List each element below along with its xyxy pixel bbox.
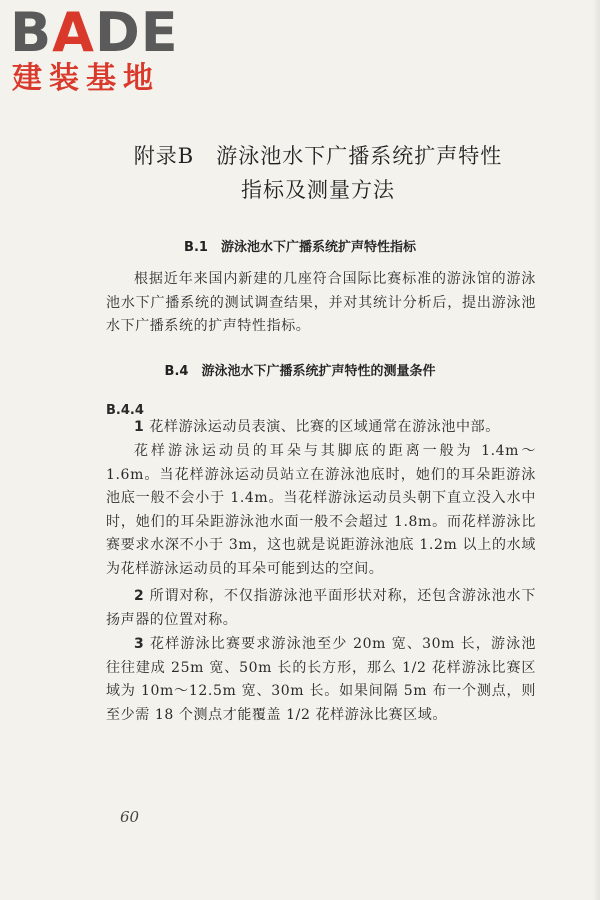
page-edge-shadow: [592, 0, 600, 900]
item-text: 花样游泳运动员表演、比赛的区域通常在游泳池中部。: [149, 419, 500, 435]
logo-brand-sub: 建装基地: [12, 61, 160, 96]
item-text: 花样游泳运动员的耳朵与其脚底的距离一般为 1.4m～1.6m。当花样游泳运动员站立在游泳池底时，她们的耳朵距游泳池底一般不会小于 1.4m。当花样游泳运动员头朝下直立没入水中时，她们的耳朵距游泳池水面一般不会超过 1.8m。而花样游泳比赛要求水深不小于 3m，这也就是说距游泳池底 1.2m 以上的水域为花样游泳运动员的耳朵可能到达的空间。: [106, 443, 536, 577]
section-heading-b1: B.1 游泳池水下广播系统扩声特性指标: [184, 240, 416, 255]
item-text: 所谓对称，不仅指游泳池平面形状对称，还包含游泳池水下扬声器的位置对称。: [106, 588, 536, 628]
section-heading-b4: B.4 游泳池水下广播系统扩声特性的测量条件: [164, 364, 436, 379]
section-b1-body: 根据近年来国内新建的几座符合国际比赛标准的游泳馆的游泳池水下广播系统的测试调查结果，并对其统计分析后，提出游泳池水下广播系统的扩声特性指标。: [106, 271, 536, 334]
brand-text: BADE: [10, 1, 179, 64]
appendix-title-line2: 指标及测量方法: [241, 178, 395, 202]
clause-label: B.4.4: [106, 403, 144, 418]
clause-item-3: [106, 633, 536, 727]
appendix-title-line1: 附录B 游泳池水下广播系统扩声特性: [133, 144, 503, 168]
item-number: 3: [134, 636, 145, 652]
item-number: 2: [134, 588, 145, 604]
clause-item-1: [106, 417, 536, 439]
item-number: 1: [134, 419, 145, 435]
logo: [10, 1, 179, 96]
page-number: 60: [120, 808, 140, 826]
item-text: 花样游泳比赛要求游泳池至少 20m 宽、30m 长，游泳池往往建成 25m 宽、50m 长的长方形，那么 1/2 花样游泳比赛区域为 10m～12.5m 宽、30m 长。如果间隔 5m 布一个测点，则至少需 18 个测点才能覆盖 1/2 花样游泳比赛区域。: [106, 636, 536, 723]
clause-item-2: [106, 585, 536, 632]
logo-brand-text: [10, 1, 179, 64]
clause-item-1-detail: [106, 440, 536, 582]
